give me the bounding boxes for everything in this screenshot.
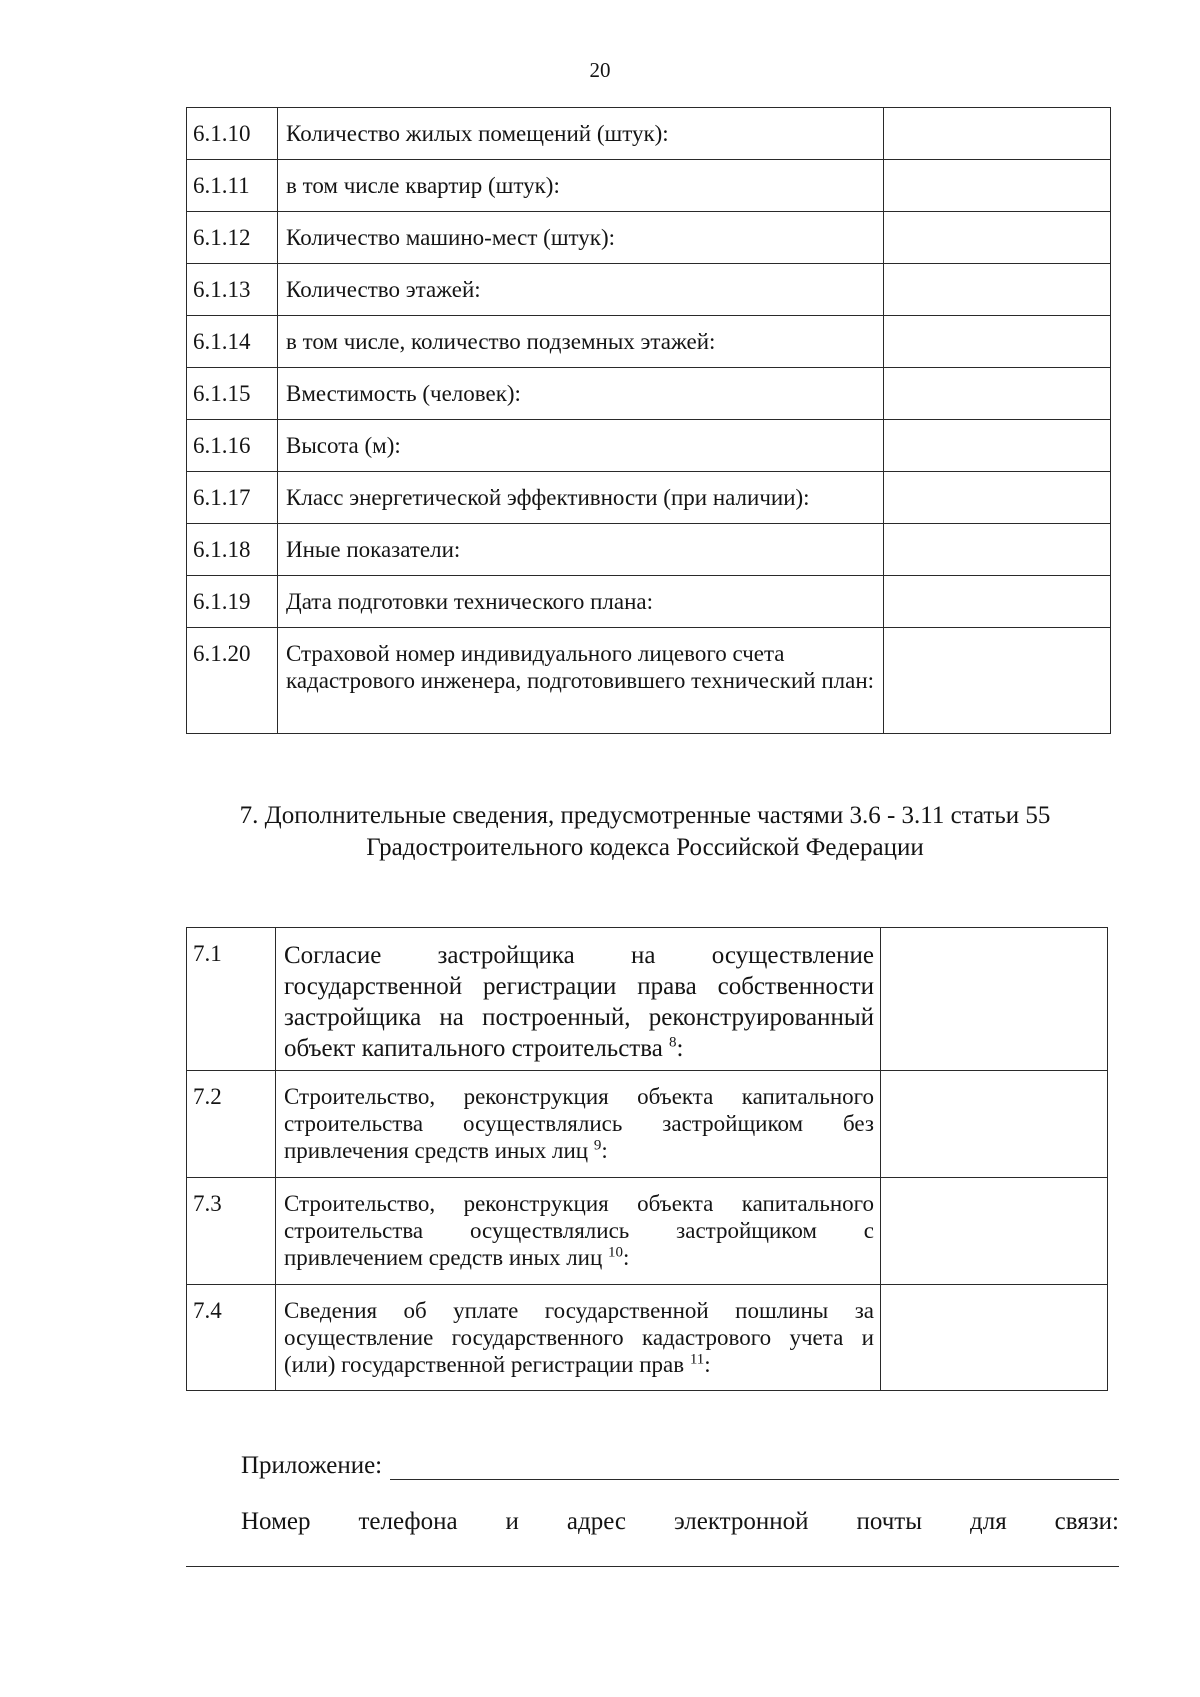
row-label-cell (276, 1071, 881, 1178)
row-label-cell (276, 928, 881, 1071)
row-label: Строительство, реконструкция объекта капитального строительства осуществлялись застройщиком без привлечения средств иных лиц (284, 1084, 874, 1163)
row-label: Класс энергетической эффективности (при наличии): (278, 472, 884, 524)
row-value-field[interactable] (884, 472, 1111, 524)
contact-word: связи: (1054, 1508, 1119, 1535)
row-label: Строительство, реконструкция объекта капитального строительства осуществлялись застройщиком с привлечением средств иных лиц (284, 1191, 874, 1270)
row-value-field[interactable] (884, 212, 1111, 264)
table-section-7 (186, 927, 1108, 1391)
section-7-title-line-1: 7. Дополнительные сведения, предусмотренные частями 3.6 - 3.11 статьи 55 (239, 802, 1051, 829)
contact-word: телефона (358, 1508, 458, 1535)
row-label: Дата подготовки технического плана: (278, 576, 884, 628)
row-label: Количество машино-мест (штук): (278, 212, 884, 264)
contact-word: почты (856, 1508, 923, 1535)
table-row (187, 264, 1111, 316)
row-label: в том числе квартир (штук): (278, 160, 884, 212)
row-label: в том числе, количество подземных этажей: (278, 316, 884, 368)
row-value-field[interactable] (884, 576, 1111, 628)
table-row (187, 1285, 1108, 1391)
row-number: 7.1 (187, 928, 276, 1071)
row-label: Согласие застройщика на осуществление государственной регистрации права собственности застройщика на построенный, реконструированный объект капитального строительства (284, 942, 874, 1062)
row-number: 6.1.19 (187, 576, 278, 628)
row-value-field[interactable] (884, 264, 1111, 316)
table-row (187, 1071, 1108, 1178)
row-number: 7.2 (187, 1071, 276, 1178)
contact-word: Номер (241, 1508, 311, 1535)
table-row (187, 368, 1111, 420)
table-row (187, 576, 1111, 628)
row-label: Сведения об уплате государственной пошлины за осуществление государственного кадастрового учета и (или) государственной регистрации прав (284, 1298, 874, 1377)
row-value-field[interactable] (884, 628, 1111, 734)
row-number: 7.3 (187, 1178, 276, 1285)
table-row (187, 160, 1111, 212)
footnote-ref: 9 (593, 1137, 602, 1154)
appendix-row (241, 1452, 1119, 1480)
row-number: 6.1.17 (187, 472, 278, 524)
contact-label (241, 1508, 1119, 1536)
footnote-ref: 10 (608, 1244, 624, 1261)
table-row (187, 420, 1111, 472)
label-suffix: : (704, 1352, 711, 1377)
row-label: Количество этажей: (278, 264, 884, 316)
appendix-input-line[interactable] (390, 1457, 1119, 1480)
row-number: 6.1.18 (187, 524, 278, 576)
row-value-field[interactable] (881, 1178, 1108, 1285)
label-suffix: : (623, 1245, 630, 1270)
contact-input-line[interactable] (186, 1566, 1119, 1567)
label-suffix: : (676, 1035, 684, 1062)
row-label-cell (276, 1178, 881, 1285)
table-row (187, 628, 1111, 734)
contact-word: адрес (566, 1508, 627, 1535)
table-row (187, 108, 1111, 160)
section-7-title (186, 800, 1104, 864)
table-row (187, 928, 1108, 1071)
row-value-field[interactable] (884, 316, 1111, 368)
page-number: 20 (589, 58, 611, 82)
contact-word: электронной (673, 1508, 809, 1535)
row-number: 7.4 (187, 1285, 276, 1391)
row-value-field[interactable] (884, 420, 1111, 472)
contact-word: и (505, 1508, 519, 1535)
row-value-field[interactable] (884, 368, 1111, 420)
footnote-ref: 8 (669, 1034, 677, 1051)
row-value-field[interactable] (884, 108, 1111, 160)
row-number: 6.1.11 (187, 160, 278, 212)
row-label: Вместимость (человек): (278, 368, 884, 420)
row-label-cell (276, 1285, 881, 1391)
row-number: 6.1.20 (187, 628, 278, 734)
table-row (187, 212, 1111, 264)
footnote-ref: 11 (689, 1351, 705, 1368)
table-section-6 (186, 107, 1111, 734)
contact-word: для (970, 1508, 1007, 1535)
table-row (187, 524, 1111, 576)
row-label: Страховой номер индивидуального лицевого счета кадастрового инженера, подготовившего технический план: (278, 628, 884, 734)
row-number: 6.1.10 (187, 108, 278, 160)
appendix-label: Приложение: (241, 1452, 383, 1479)
row-value-field[interactable] (881, 1071, 1108, 1178)
table-row (187, 472, 1111, 524)
row-label: Высота (м): (278, 420, 884, 472)
row-number: 6.1.15 (187, 368, 278, 420)
table-row (187, 1178, 1108, 1285)
row-value-field[interactable] (881, 1285, 1108, 1391)
label-suffix: : (601, 1138, 608, 1163)
row-label: Количество жилых помещений (штук): (278, 108, 884, 160)
row-label: Иные показатели: (278, 524, 884, 576)
row-value-field[interactable] (884, 160, 1111, 212)
row-value-field[interactable] (884, 524, 1111, 576)
row-number: 6.1.14 (187, 316, 278, 368)
table-row (187, 316, 1111, 368)
row-number: 6.1.12 (187, 212, 278, 264)
section-7-title-line-2: Градостроительного кодекса Российской Федерации (366, 834, 924, 861)
row-number: 6.1.16 (187, 420, 278, 472)
row-value-field[interactable] (881, 928, 1108, 1071)
row-number: 6.1.13 (187, 264, 278, 316)
